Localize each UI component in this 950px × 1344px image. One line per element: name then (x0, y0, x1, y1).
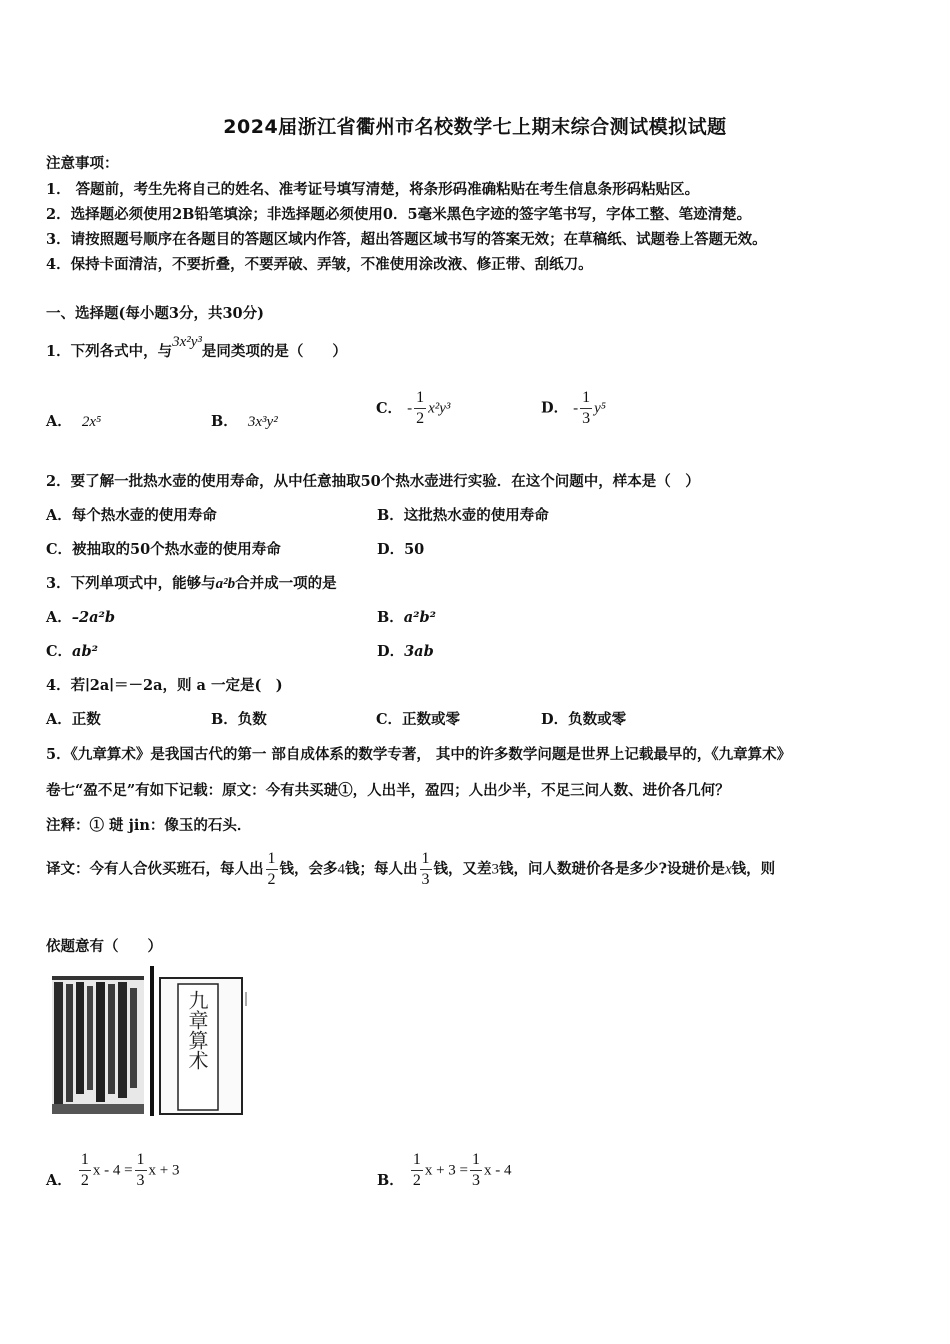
q2-option-a[interactable]: A．每个热水壶的使用寿命 (46, 507, 217, 524)
q2-option-c[interactable]: C．被抽取的50个热水壶的使用寿命 (46, 541, 281, 558)
book-illustration-svg (50, 966, 250, 1118)
question-5-translation: 译文：今有人合伙买班石，每人出 $\frac{1}{2}$ 钱，会多4钱；每人出 $\frac{1}{3}$ 钱，又差3钱，问人数琎价各是多少?设琎价是x钱，则 (46, 850, 776, 888)
q4-option-d[interactable]: D．负数或零 (541, 711, 627, 728)
q1-option-d[interactable]: D． - $\frac{1}{3}$ y⁵ (541, 389, 607, 427)
q4-option-a[interactable]: A．正数 (46, 711, 101, 728)
q5-option-a[interactable]: A． $\frac{1}{2}$ x - 4 = $\frac{1}{3}$ x + 3 (46, 1151, 180, 1189)
notice-heading: 注意事项： (46, 155, 119, 172)
question-2-stem: 2．要了解一批热水壶的使用寿命，从中任意抽取50个热水壶进行实验．在这个问题中，样本是（ ） (46, 473, 700, 490)
question-5-prompt: 依题意有（ ） (46, 938, 162, 955)
q1-option-c[interactable]: C． - $\frac{1}{2}$ x²y³ (376, 389, 451, 427)
q4-option-c[interactable]: C．正数或零 (376, 711, 461, 728)
page-title: 2024届浙江省衢州市名校数学七上期末综合测试模拟试题 (223, 116, 727, 138)
q3-option-b[interactable]: B．a²b² (377, 609, 437, 626)
question-3-stem: 3．下列单项式中，能够与a²b合并成一项的是 (46, 575, 337, 592)
stem-expression: 3x²y³ (172, 334, 202, 350)
question-1-stem: 1．下列各式中，与3x²y³是同类项的是（ ） (46, 334, 347, 360)
question-5-line: 5．《九章算术》是我国古代的第一 部自成体系的数学专著， 其中的许多数学问题是世界上记载最早的，《九章算术》 (46, 746, 792, 763)
notice-item: 4．保持卡面清洁，不要折叠，不要弄破、弄皱，不准使用涂改液、修正带、刮纸刀。 (46, 256, 593, 273)
question-5-line: 卷七“盈不足”有如下记载：原文：今有共买琎①，人出半，盈四；人出少半，不足三问人数、进价各几何？ (46, 782, 730, 799)
q3-option-c[interactable]: C．ab² (46, 643, 98, 660)
section-heading: 一、选择题(每小题3分，共30分) (46, 305, 264, 322)
notice-item: 2．选择题必须使用2B铅笔填涂；非选择题必须使用0．5毫米黑色字迹的签字笔书写，字体工整、笔迹清楚。 (46, 206, 752, 223)
notice-item: 3．请按照题号顺序在各题目的答题区域内作答，超出答题区域书写的答案无效；在草稿纸、试题卷上答题无效。 (46, 231, 767, 248)
question-5-note: 注释：① 琎 jin：像玉的石头． (46, 817, 252, 834)
question-4-stem: 4．若∣2a∣＝－2a，则 a 一定是( ) (46, 677, 283, 694)
q2-option-b[interactable]: B．这批热水壶的使用寿命 (377, 507, 549, 524)
book-illustration (50, 966, 250, 1118)
q5-option-b[interactable]: B． $\frac{1}{2}$ x + 3 = $\frac{1}{3}$ x - 4 (377, 1151, 512, 1189)
q1-option-b[interactable]: B． 3x³y² (211, 413, 278, 430)
q1-option-a[interactable]: A． 2x⁵ (46, 413, 102, 430)
q3-option-a[interactable]: A．–2a²b (46, 609, 115, 626)
notice-item: 1． 答题前，考生先将自己的姓名、准考证号填写清楚，将条形码准确粘贴在考生信息条形码粘贴区。 (46, 181, 700, 198)
q3-option-d[interactable]: D．3ab (377, 643, 434, 660)
book-title-vertical: 九章算术 (185, 990, 209, 1070)
q2-option-d[interactable]: D．50 (377, 541, 425, 558)
q4-option-b[interactable]: B．负数 (211, 711, 267, 728)
